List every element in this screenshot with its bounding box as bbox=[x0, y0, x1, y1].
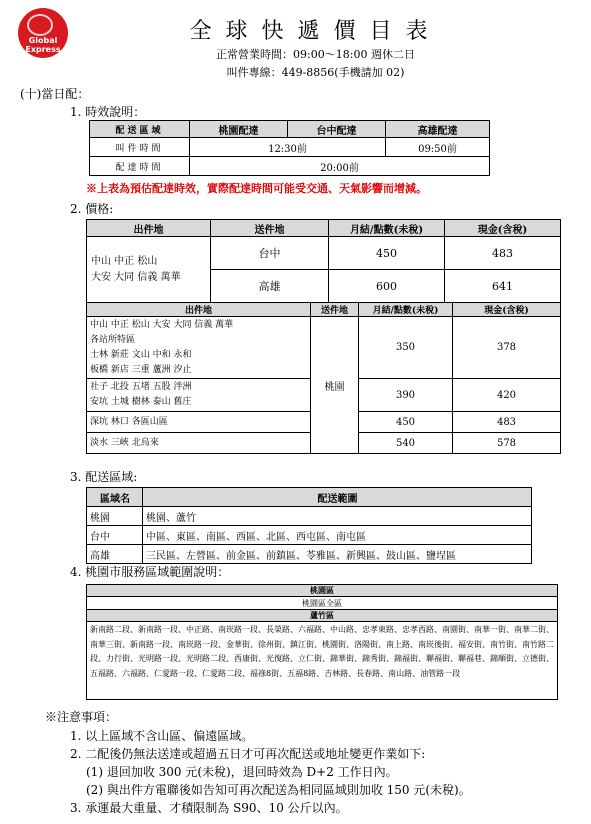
monthly-price: 600 bbox=[329, 270, 445, 303]
price-row bbox=[87, 237, 561, 270]
timing-table bbox=[89, 120, 490, 176]
heading-timing: 1. 時效說明： bbox=[70, 105, 146, 119]
heading-price: 2. 價格: bbox=[70, 202, 114, 216]
origin-line: 深坑 林口 各區山區 bbox=[90, 416, 168, 427]
dest-cell: 桃園 bbox=[311, 317, 359, 454]
origin-line: 淡水 三峽 北烏來 bbox=[90, 437, 159, 448]
cash-price: 483 bbox=[453, 412, 561, 433]
origin-cell bbox=[87, 433, 311, 454]
col-header: 出件地 bbox=[87, 220, 211, 237]
area-name: 台中 bbox=[87, 526, 143, 545]
col-header: 配送範圍 bbox=[143, 488, 532, 507]
origin-cell bbox=[87, 412, 311, 433]
origin-cell bbox=[87, 379, 311, 412]
monthly-price: 390 bbox=[359, 379, 453, 412]
origin-line: 大安 大同 信義 萬華 bbox=[91, 271, 181, 283]
timing-row-pickup bbox=[90, 138, 490, 157]
cash-price: 378 bbox=[453, 317, 561, 379]
origin-line: 安坑 土城 樹林 泰山 舊庄 bbox=[90, 397, 192, 407]
area-name: 高雄 bbox=[87, 545, 143, 564]
dest-cell: 台中 bbox=[211, 237, 329, 270]
pickup-time-tt: 12:30前 bbox=[190, 138, 386, 157]
cash-price: 578 bbox=[453, 433, 561, 454]
taoyuan-scope-table bbox=[86, 584, 558, 700]
col-header: 現金(含稅) bbox=[445, 220, 561, 237]
price-table-central-south bbox=[86, 219, 561, 303]
monthly-price: 350 bbox=[359, 317, 453, 379]
area-name: 桃園 bbox=[87, 507, 143, 526]
note-subitem: (2) 與出件方電聯後如告知可再次配送為相同區域則加收 150 元(未稅)。 bbox=[86, 783, 471, 797]
col-header: 配送區域 bbox=[90, 121, 190, 138]
row-label: 叫件時間 bbox=[90, 138, 190, 157]
area-row bbox=[87, 526, 532, 545]
area-row bbox=[87, 545, 532, 564]
timing-note: ※上表為預估配達時效，實際配達時間可能受交通、天氣影響而增減。 bbox=[86, 182, 427, 195]
note-item: 3. 承運最大重量、才積限制為 S90、10 公斤以內。 bbox=[70, 801, 348, 815]
note-item: 1. 以上區域不含山區、偏遠區域。 bbox=[70, 729, 254, 743]
delivery-area-table bbox=[86, 487, 532, 564]
cash-price: 420 bbox=[453, 379, 561, 412]
business-hours: 正常營業時間：09:00～18:00 週休二日 bbox=[216, 48, 415, 61]
col-header: 送件地 bbox=[311, 303, 359, 317]
area-header-row bbox=[87, 488, 532, 507]
price-header-row bbox=[87, 220, 561, 237]
origin-line: 板橋 新店 三重 蘆洲 汐止 bbox=[90, 364, 192, 375]
notes-heading: ※注意事項： bbox=[45, 710, 118, 724]
scope-header-luzhu bbox=[87, 610, 558, 622]
page-title: 全球快遞價目表 bbox=[189, 19, 442, 44]
cash-price: 641 bbox=[445, 270, 561, 303]
scope-row-taoyuan bbox=[87, 597, 558, 610]
price-table-taoyuan bbox=[86, 302, 561, 454]
area-range: 三民區、左營區、前金區、前鎮區、苓雅區、新興區、鼓山區、鹽埕區 bbox=[143, 545, 532, 564]
col-header: 高雄配達 bbox=[386, 121, 490, 138]
district-roads: 新南路二段、新南路一段、中正路、南崁路一段、長榮路、六福路、中山路、忠孝東路、忠孝西路、南園街、南華一街、南華二街、南華三街、新南路一段、南崁路一段、金華街、徐州街、鎮江街、桃園街、洛陽街、南上路、南崁後街、福安街、南竹街、南竹路二段、力行街、光明路一段、光明路二段、西康街、光復路、立仁街、錦華街、錦秀街、錦福街、聯福街、聯福巷、錦順街、立德街、五福路、六福路、仁愛路一段、仁愛路二段、福祿8街、五福8路、吉林路、長春路、南山路、油管路一段 bbox=[87, 622, 558, 700]
dest-cell: 高雄 bbox=[211, 270, 329, 303]
origin-cell bbox=[87, 317, 311, 379]
logo-text-1: Global bbox=[28, 36, 58, 45]
price-header-row bbox=[87, 303, 561, 317]
area-row bbox=[87, 507, 532, 526]
heading-taoyuan-scope: 4. 桃園市服務區域範圍說明： bbox=[70, 565, 230, 579]
logo-text-2: Express bbox=[25, 45, 61, 54]
origin-cell bbox=[87, 237, 211, 303]
area-range: 中區、東區、南區、西區、北區、西屯區、南屯區 bbox=[143, 526, 532, 545]
scope-row-luzhu bbox=[87, 622, 558, 700]
area-range: 桃園、蘆竹 bbox=[143, 507, 532, 526]
district-header: 蘆竹區 bbox=[87, 610, 558, 622]
note-item: 2. 二配後仍無法送達或超過五日才可再次配送或地址變更作業如下: bbox=[70, 747, 426, 761]
cash-price: 483 bbox=[445, 237, 561, 270]
col-header: 月結/點數(未稅) bbox=[359, 303, 453, 317]
monthly-price: 450 bbox=[359, 412, 453, 433]
origin-line: 社子 北投 五堵 五股 泮洲 bbox=[90, 382, 192, 392]
col-header: 桃園配達 bbox=[190, 121, 288, 138]
timing-row-delivery bbox=[90, 157, 490, 176]
col-header: 現金(含稅) bbox=[453, 303, 561, 317]
col-header: 區域名 bbox=[87, 488, 143, 507]
section-same-day: (十)當日配： bbox=[20, 87, 90, 101]
col-header: 月結/點數(未稅) bbox=[329, 220, 445, 237]
heading-delivery-area: 3. 配送區域: bbox=[70, 470, 138, 484]
price-row bbox=[87, 317, 561, 379]
note-subitem: (1) 退回加收 300 元(未稅)，退回時效為 D+2 工作日內。 bbox=[86, 765, 398, 779]
origin-line: 士林 新莊 文山 中和 永和 bbox=[90, 349, 192, 360]
monthly-price: 540 bbox=[359, 433, 453, 454]
monthly-price: 450 bbox=[329, 237, 445, 270]
scope-header-taoyuan bbox=[87, 585, 558, 597]
delivery-time: 20:00前 bbox=[190, 157, 490, 176]
origin-line: 各站所特區 bbox=[90, 334, 136, 345]
district-header: 桃園區 bbox=[87, 585, 558, 597]
timing-header-row bbox=[90, 121, 490, 138]
hotline: 叫件專線：449-8856(手機請加 02) bbox=[226, 66, 405, 79]
district-scope: 桃園區全區 bbox=[87, 597, 558, 610]
origin-line: 中山 中正 松山 bbox=[91, 255, 158, 267]
col-header: 出件地 bbox=[87, 303, 311, 317]
pickup-time-kh: 09:50前 bbox=[386, 138, 490, 157]
row-label: 配達時間 bbox=[90, 157, 190, 176]
col-header: 台中配達 bbox=[288, 121, 386, 138]
col-header: 送件地 bbox=[211, 220, 329, 237]
origin-line: 中山 中正 松山 大安 大同 信義 萬華 bbox=[90, 319, 234, 330]
